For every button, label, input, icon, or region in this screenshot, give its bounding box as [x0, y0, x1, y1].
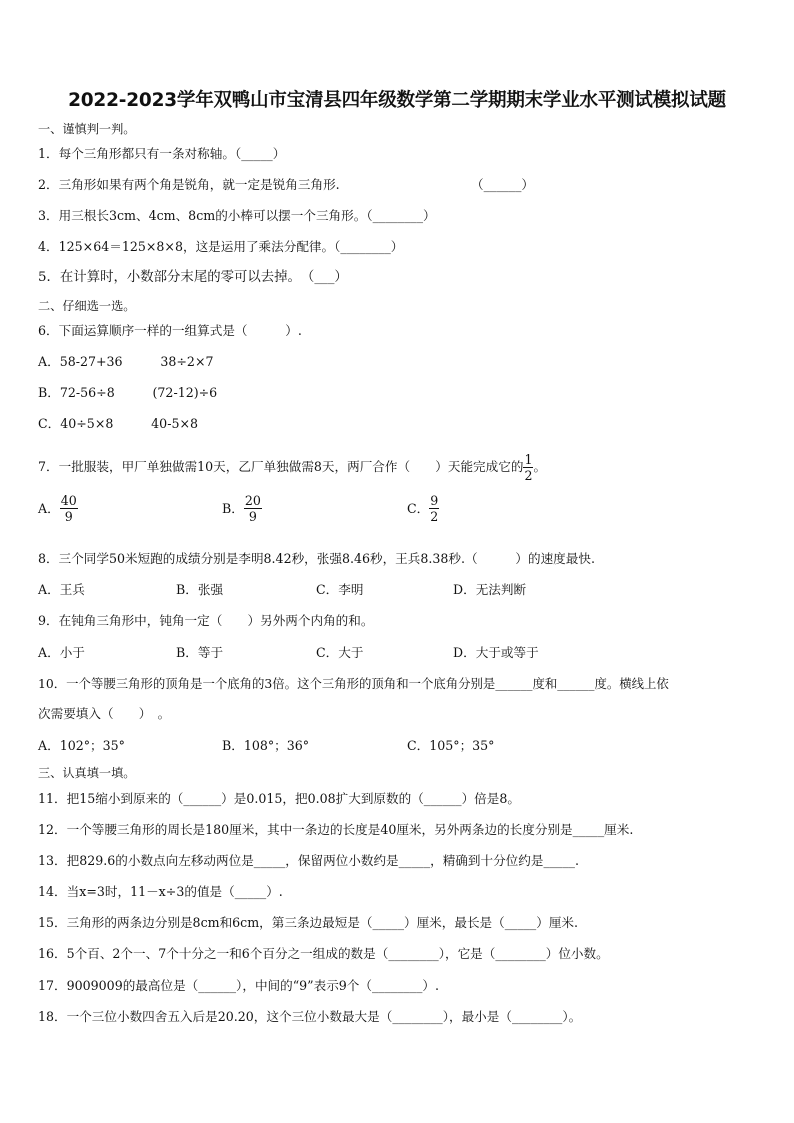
- question-9-option-b: B．等于: [176, 645, 224, 660]
- question-6-option-a: A．58-27+36 38÷2×7: [38, 354, 214, 369]
- question-12: 12．一个等腰三角形的周长是180厘米，其中一条边的长度是40厘米，另外两条边的长度分别是_____厘米.: [38, 822, 634, 837]
- question-11: 11．把15缩小到原来的（______）是0.015，把0.08扩大到原数的（______）倍是8。: [38, 791, 520, 806]
- question-7-end: 。: [533, 459, 547, 474]
- question-10-option-a: A．102°；35°: [38, 738, 125, 753]
- section-heading-judge: 一、谨慎判一判。: [38, 122, 136, 136]
- fraction-denominator: 9: [248, 509, 257, 524]
- fraction-denominator: 9: [64, 509, 73, 524]
- question-2-blank: （______）: [471, 177, 534, 192]
- option-label: C．: [407, 500, 430, 516]
- question-10-option-c: C．105°；35°: [407, 738, 495, 753]
- fraction-denominator: 2: [430, 509, 439, 524]
- question-10-option-b: B．108°；36°: [222, 738, 310, 753]
- question-13: 13．把829.6的小数点向左移动两位是_____，保留两位小数约是_____，精确到十分位约是_____.: [38, 853, 579, 868]
- page-title: 2022-2023学年双鸭山市宝清县四年级数学第二学期期末学业水平测试模拟试题: [68, 90, 726, 111]
- question-4: 4．125×64＝125×8×8，这是运用了乘法分配律。（________）: [38, 239, 404, 254]
- question-8-option-d: D．无法判断: [453, 582, 527, 597]
- question-10: 10．一个等腰三角形的顶角是一个底角的3倍。这个三角形的顶角和一个底角分别是______度和______度。横线上依: [38, 676, 669, 691]
- question-7-text: 7．一批服装，甲厂单独做需10天，乙厂单独做需8天，两厂合作（ ）天能完成它的: [38, 459, 524, 474]
- question-18: 18．一个三位小数四舍五入后是20.20，这个三位小数最大是（________），最小是（________）。: [38, 1009, 582, 1024]
- question-3: 3．用三根长3cm、4cm、8cm的小棒可以摆一个三角形。（________）: [38, 208, 436, 223]
- question-8-option-a: A．王兵: [38, 582, 85, 597]
- question-5: 5．在计算时，小数部分末尾的零可以去掉。 （___）: [38, 270, 348, 285]
- question-10-continued: 次需要填入（ ） 。: [38, 706, 171, 721]
- question-6: 6．下面运算顺序一样的一组算式是（ ）.: [38, 323, 302, 338]
- question-9-option-d: D．大于或等于: [453, 645, 539, 660]
- fraction-numerator: 9: [430, 493, 439, 508]
- option-fraction: [429, 493, 439, 524]
- question-8-option-c: C．李明: [316, 582, 364, 597]
- question-8: 8．三个同学50米短跑的成绩分别是李明8.42秒，张强8.46秒，王兵8.38秒.（ ）的速度最快.: [38, 551, 595, 566]
- question-9: 9．在钝角三角形中，钝角一定（ ）另外两个内角的和。: [38, 613, 374, 628]
- question-16: 16．5个百、2个一、7个十分之一和6个百分之一组成的数是（________），它是（________）位小数。: [38, 946, 609, 961]
- question-6-option-c: C．40÷5×8 40-5×8: [38, 416, 199, 431]
- fraction-denominator: 2: [524, 468, 533, 483]
- option-label: B．: [222, 500, 244, 516]
- section-heading-fill: 三、认真填一填。: [38, 766, 136, 780]
- question-7: [38, 452, 546, 483]
- option-label: A．: [38, 500, 60, 516]
- question-6-option-b: B．72-56÷8 (72-12)÷6: [38, 385, 218, 400]
- question-14: 14．当x=3时，11－x÷3的值是（_____）.: [38, 884, 283, 899]
- question-7-option-c: [407, 493, 439, 524]
- fraction-numerator: 20: [244, 493, 261, 508]
- question-15: 15．三角形的两条边分别是8cm和6cm，第三条边最短是（_____）厘米，最长是（_____）厘米.: [38, 915, 579, 930]
- fraction-numerator: 40: [60, 493, 77, 508]
- section-heading-choose: 二、仔细选一选。: [38, 299, 136, 313]
- option-fraction: [244, 493, 262, 524]
- question-17: 17．9009009的最高位是（______），中间的“9”表示9个（________）.: [38, 978, 439, 993]
- fraction-one-half: [523, 452, 533, 483]
- question-2: 2．三角形如果有两个角是锐角，就一定是锐角三角形.: [38, 177, 340, 192]
- fraction-numerator: 1: [524, 452, 533, 467]
- question-7-option-a: [38, 493, 78, 524]
- question-1: 1．每个三角形都只有一条对称轴。（_____）: [38, 146, 286, 161]
- question-9-option-a: A．小于: [38, 645, 85, 660]
- option-fraction: [60, 493, 78, 524]
- question-7-option-b: [222, 493, 262, 524]
- question-9-option-c: C．大于: [316, 645, 364, 660]
- question-8-option-b: B．张强: [176, 582, 224, 597]
